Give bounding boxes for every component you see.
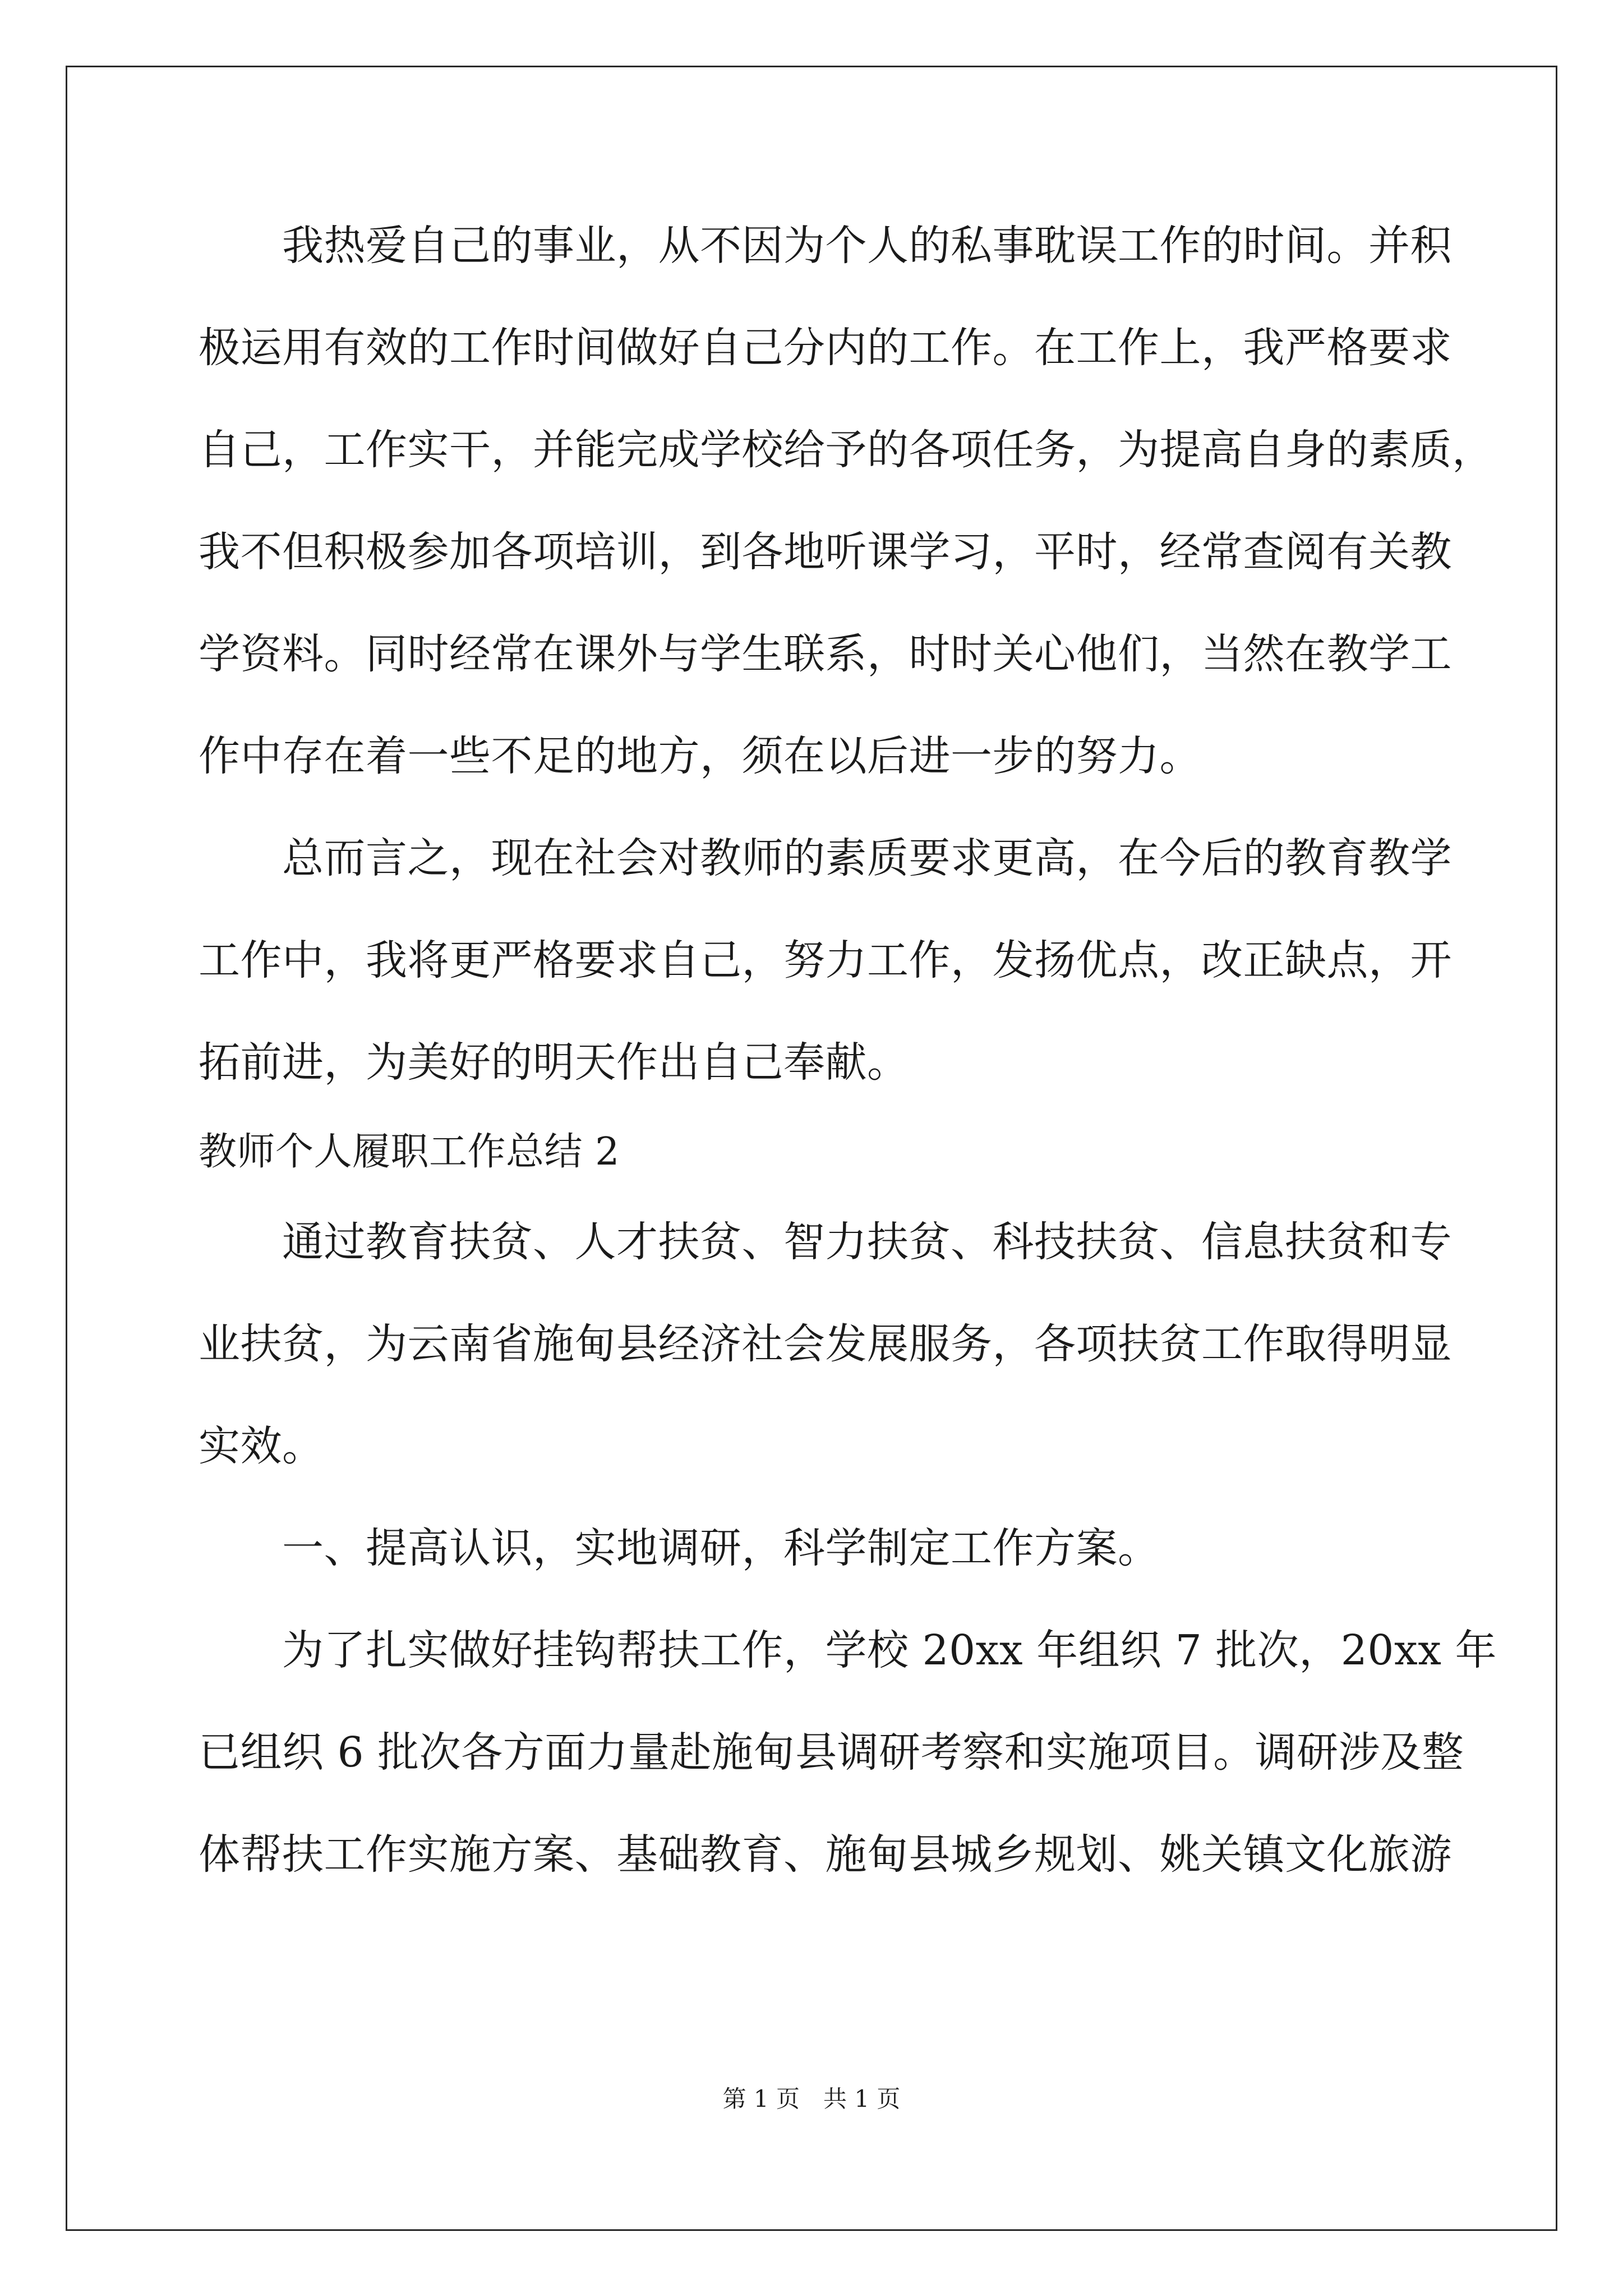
body-line: 自己，工作实干，并能完成学校给予的各项任务，为提高自身的素质， <box>199 426 1494 474</box>
body-line: 我不但积极参加各项培训，到各地听课学习，平时，经常查阅有关教 <box>199 528 1452 576</box>
body-line: 为了扎实做好挂钩帮扶工作，学校 20xx 年组织 7 批次，20xx 年 <box>199 1626 1497 1674</box>
body-line: 我热爱自己的事业，从不因为个人的私事耽误工作的时间。并积 <box>199 222 1452 270</box>
section-heading: 教师个人履职工作总结 2 <box>199 1130 620 1174</box>
body-line: 作中存在着一些不足的地方，须在以后进一步的努力。 <box>199 732 1201 780</box>
body-line: 拓前进，为美好的明天作出自己奉献。 <box>199 1038 909 1087</box>
body-line: 学资料。同时经常在课外与学生联系，时时关心他们，当然在教学工 <box>199 630 1452 678</box>
body-line: 实效。 <box>199 1422 324 1470</box>
body-line: 已组织 6 批次各方面力量赴施甸县调研考察和实施项目。调研涉及整 <box>199 1728 1464 1777</box>
body-line: 一、提高认识，实地调研，科学制定工作方案。 <box>199 1524 1160 1572</box>
body-line: 工作中，我将更严格要求自己，努力工作，发扬优点，改正缺点，开 <box>199 936 1452 984</box>
page-number: 第 1 页 共 1 页 <box>722 2085 901 2113</box>
body-line: 总而言之，现在社会对教师的素质要求更高，在今后的教育教学 <box>199 834 1452 882</box>
body-line: 极运用有效的工作时间做好自己分内的工作。在工作上，我严格要求 <box>199 324 1452 372</box>
body-line: 通过教育扶贫、人才扶贫、智力扶贫、科技扶贫、信息扶贫和专 <box>199 1218 1452 1266</box>
body-line: 业扶贫，为云南省施甸县经济社会发展服务，各项扶贫工作取得明显 <box>199 1320 1452 1368</box>
body-line: 体帮扶工作实施方案、基础教育、施甸县城乡规划、姚关镇文化旅游 <box>199 1830 1452 1879</box>
